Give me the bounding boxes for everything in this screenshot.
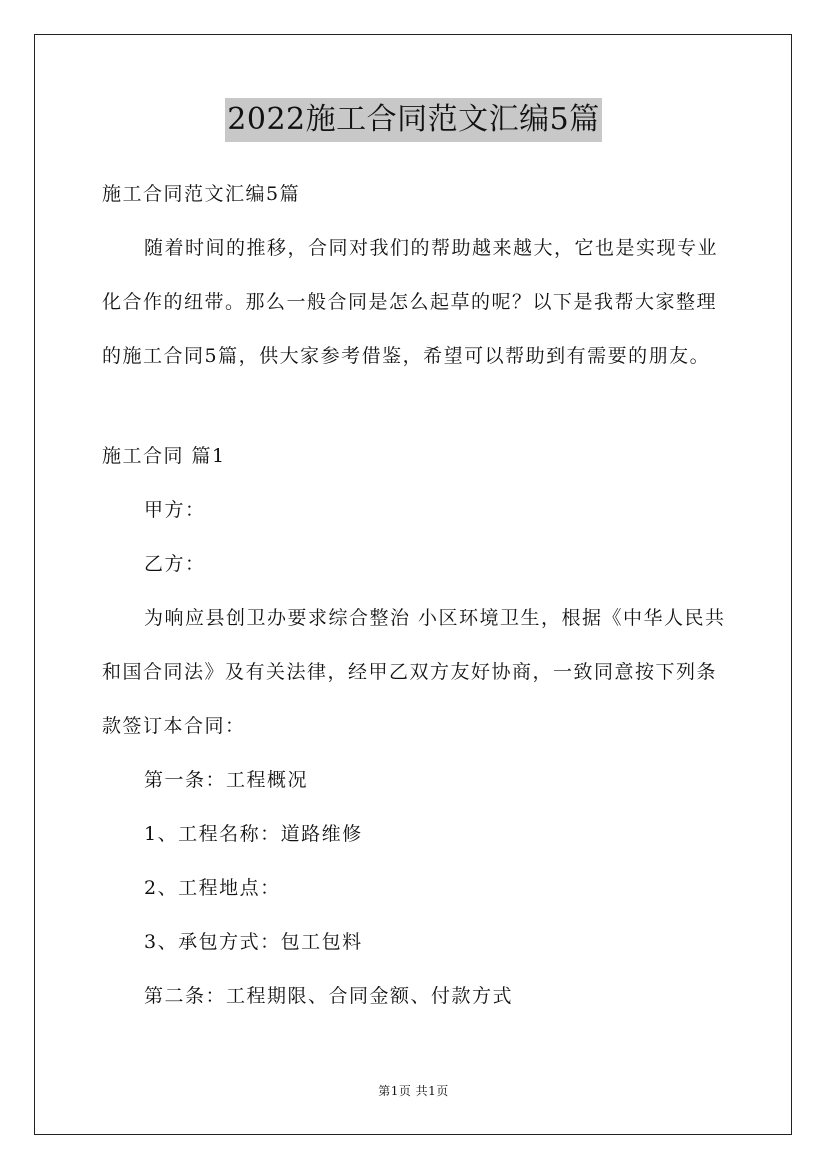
intro-paragraph-line: 的施工合同5篇，供大家参考借鉴，希望可以帮助到有需要的朋友。 bbox=[102, 345, 711, 367]
party-b-label: 乙方： bbox=[144, 553, 206, 575]
article-1-heading: 第一条：工程概况 bbox=[144, 769, 309, 791]
document-title: 2022施工合同范文汇编5篇 bbox=[225, 98, 601, 142]
intro-paragraph-line: 随着时间的推移，合同对我们的帮助越来越大，它也是实现专业 bbox=[144, 237, 719, 259]
page-footer: 第1页 共1页 bbox=[378, 1084, 449, 1098]
document-body bbox=[102, 174, 730, 1030]
title-container bbox=[0, 98, 827, 142]
section-heading: 施工合同 篇1 bbox=[102, 445, 226, 467]
body-paragraph-line: 为响应县创卫办要求综合整治 小区环境卫生，根据《中华人民共 bbox=[144, 607, 726, 629]
document-subtitle: 施工合同范文汇编5篇 bbox=[102, 183, 301, 205]
paragraph-gap bbox=[102, 390, 730, 436]
party-a-label: 甲方： bbox=[144, 499, 206, 521]
list-item: 1、工程名称：道路维修 bbox=[144, 823, 363, 845]
list-item: 3、承包方式：包工包料 bbox=[144, 931, 363, 953]
body-paragraph-line: 款签订本合同： bbox=[102, 715, 246, 737]
intro-paragraph-line: 化合作的纽带。那么一般合同是怎么起草的呢？以下是我帮大家整理 bbox=[102, 291, 718, 313]
list-item: 2、工程地点： bbox=[144, 877, 281, 899]
article-2-heading: 第二条：工程期限、合同金额、付款方式 bbox=[144, 985, 514, 1007]
body-paragraph-line: 和国合同法》及有关法律，经甲乙双方友好协商，一致同意按下列条 bbox=[102, 661, 718, 683]
